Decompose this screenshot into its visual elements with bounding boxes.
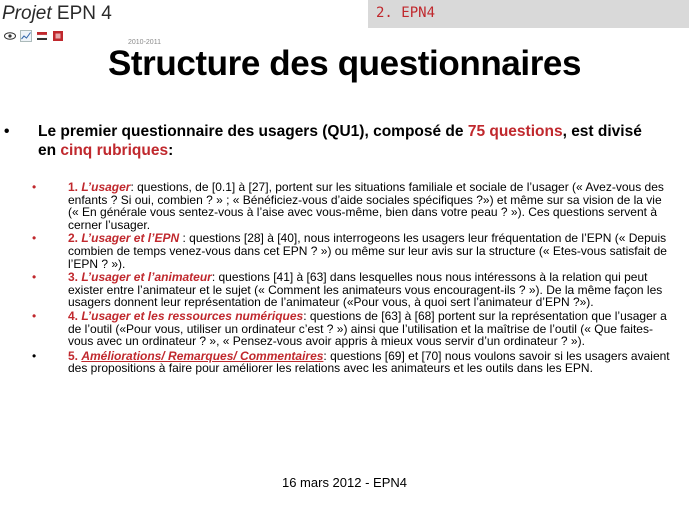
logo-icon-row: [4, 29, 64, 43]
list-item: [32, 308, 673, 349]
intro-text-c: :: [168, 142, 174, 159]
chart-logo-icon: [20, 30, 32, 42]
list-item: [32, 180, 673, 232]
bullet-marker: •: [4, 123, 10, 140]
intro-bullet: [4, 122, 658, 160]
item-text: : questions de [63] à [68] portent sur la représentation que l’usager a de l’outil («Pour vous, utiliser un ordinateur c’est ? ») ainsi que l’utilisation et la maîtrise de l’outil (« Que faites-vous avec un ordinateur ? », « Pensez-vous avoir appris à mieux vous servir d’un ordinateur ? »).: [68, 308, 667, 349]
item-number: 2.: [68, 231, 82, 246]
item-number: 5.: [68, 348, 82, 363]
item-label: L’usager et les ressources numériques: [81, 308, 304, 323]
bullet-marker: •: [32, 231, 37, 246]
item-text: : questions [69] et [70] nous voulons savoir si les usagers avaient des propositions à faire pour améliorer les relations avec les animateurs et les outils dans les EPN.: [68, 348, 670, 376]
logo-brand: EPN 4: [56, 3, 112, 24]
item-number: 1.: [68, 180, 82, 194]
list-item: [32, 348, 673, 376]
item-label: L’usager: [81, 180, 131, 194]
list-item: [32, 270, 673, 310]
bullet-marker: •: [32, 270, 37, 285]
intro-highlight-count: 75 questions: [467, 123, 563, 140]
item-label: Améliorations/ Remarques/ Commentaires: [81, 348, 324, 363]
eye-logo-icon: [4, 30, 16, 42]
logo-word: Projet: [2, 3, 52, 24]
intro-text-a: Le premier questionnaire des usagers (QU1), composé de: [38, 123, 468, 140]
section-tab-label: 2. EPN4: [376, 5, 436, 21]
intro-text-b: , est divisé en: [38, 123, 642, 159]
logo-title: [2, 4, 112, 24]
item-label: L’usager et l’EPN: [81, 231, 180, 246]
red-square-logo-icon: [52, 30, 64, 42]
item-number: 3.: [68, 270, 82, 285]
list-item: [32, 231, 673, 271]
slide-footer: 16 mars 2012 - EPN4: [281, 475, 407, 490]
item-number: 4.: [68, 308, 82, 323]
bullet-marker: •: [32, 308, 37, 323]
flag-logo-icon: [36, 30, 48, 42]
bullet-marker: •: [32, 180, 37, 194]
section-tab: [368, 0, 689, 28]
rubric-list: [32, 180, 673, 376]
item-text: : questions [41] à [63] dans lesquelles nous nous intéressons à la relation qui peut exister entre l’animateur et le sujet (« Comment les animateurs vous encouragent-ils ? »). De la même façon les usagers donnent leur représentation de l’animateur («Pour vous, à quoi sert l’animateur d’EPN ?»).: [68, 270, 663, 310]
item-text: : questions, de [0.1] à [27], portent sur les situations familiale et sociale de l’usager (« Avez-vous des enfants ? Si oui, combien ? » ; « Bénéficiez-vous d’aide sociales spécifiques ?») et même sur sa vision de la vie (« En générale vous sentez-vous à l’aise avec vous-même, bien dans votre peau ? »). Ces questions servent à cerner l’usager.: [68, 180, 664, 232]
item-text: : questions [28] à [40], nous interrogeons les usagers leur fréquentation de l’EPN (« Depuis combien de temps venez-vous dans cet EPN ? ») ou même sur leur avis sur la structure (« Etes-vous satisfait de l’EPN ? »).: [68, 231, 667, 271]
slide-title: Structure des questionnaires: [107, 44, 582, 83]
item-label: L’usager et l’animateur: [81, 270, 212, 285]
project-logo: [2, 3, 161, 46]
intro-highlight-rubriques: cinq rubriques: [60, 142, 169, 159]
year-label: 2010-2011: [128, 39, 161, 46]
bullet-marker: •: [32, 348, 37, 363]
